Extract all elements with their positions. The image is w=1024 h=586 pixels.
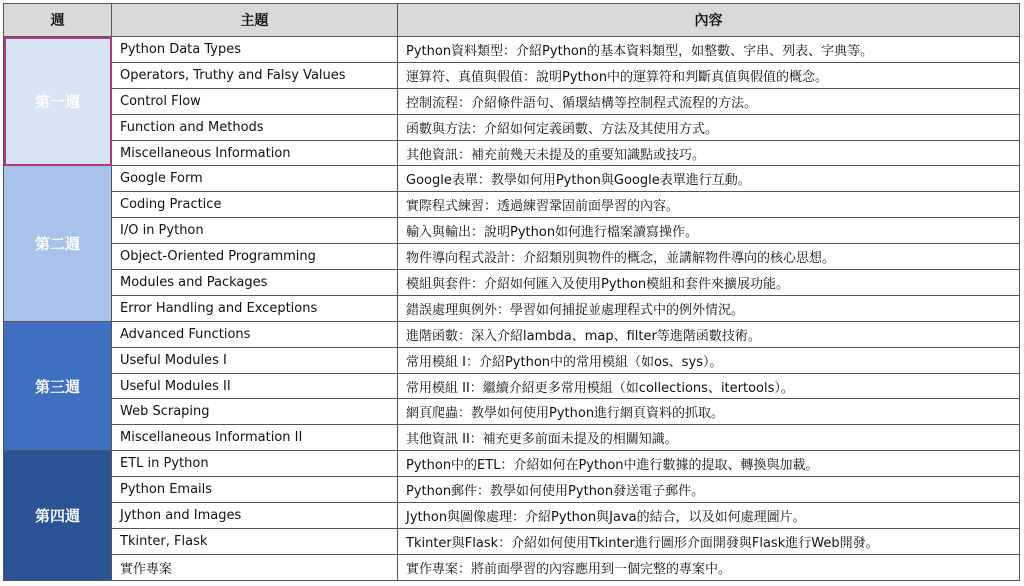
table-row [4, 270, 1020, 296]
topic-cell: Jython and Images [112, 503, 398, 529]
header-week: 週 [4, 4, 112, 37]
topic-cell: Python Data Types [112, 37, 398, 63]
content-cell: 控制流程：介紹條件語句、循環結構等控制程式流程的方法。 [398, 88, 1020, 114]
content-cell: Python資料類型：介紹Python的基本資料類型，如整數、字串、列表、字典等。 [398, 37, 1020, 63]
table-row [4, 88, 1020, 114]
topic-cell: Control Flow [112, 88, 398, 114]
table-row [4, 244, 1020, 270]
content-cell: 函數與方法：介紹如何定義函數、方法及其使用方式。 [398, 114, 1020, 140]
content-cell: 實際程式練習：透過練習鞏固前面學習的內容。 [398, 192, 1020, 218]
content-cell: 其他資訊 II：補充更多前面未提及的相關知識。 [398, 425, 1020, 451]
content-cell: 進階函數：深入介紹lambda、map、filter等進階函數技術。 [398, 321, 1020, 347]
table-row [4, 373, 1020, 399]
table-row [4, 347, 1020, 373]
table-row [4, 321, 1020, 347]
table-row [4, 166, 1020, 192]
topic-cell: Useful Modules I [112, 347, 398, 373]
content-cell: 常用模組 I：介紹Python中的常用模組（如os、sys）。 [398, 347, 1020, 373]
topic-cell: Error Handling and Exceptions [112, 295, 398, 321]
table-row [4, 114, 1020, 140]
topic-cell: Google Form [112, 166, 398, 192]
topic-cell: Object-Oriented Programming [112, 244, 398, 270]
topic-cell: Miscellaneous Information II [112, 425, 398, 451]
content-cell: Python郵件：教學如何使用Python發送電子郵件。 [398, 477, 1020, 503]
content-cell: Google表單：教學如何用Python與Google表單進行互動。 [398, 166, 1020, 192]
table-row [4, 528, 1020, 554]
header-content: 內容 [398, 4, 1020, 37]
topic-cell: Useful Modules II [112, 373, 398, 399]
content-cell: Jython與圖像處理：介紹Python與Java的結合，以及如何處理圖片。 [398, 503, 1020, 529]
table-row [4, 62, 1020, 88]
table-row [4, 477, 1020, 503]
content-cell: 模組與套件：介紹如何匯入及使用Python模組和套件來擴展功能。 [398, 270, 1020, 296]
topic-cell: I/O in Python [112, 218, 398, 244]
table-row [4, 425, 1020, 451]
topic-cell: Python Emails [112, 477, 398, 503]
topic-cell: ETL in Python [112, 451, 398, 477]
week-label: 第四週 [4, 451, 112, 580]
table-row [4, 218, 1020, 244]
topic-cell: Miscellaneous Information [112, 140, 398, 166]
topic-cell: Function and Methods [112, 114, 398, 140]
content-cell: 運算符、真值與假值：說明Python中的運算符和判斷真值與假值的概念。 [398, 62, 1020, 88]
content-cell: Tkinter與Flask：介紹如何使用Tkinter進行圖形介面開發與Flask進行Web開發。 [398, 528, 1020, 554]
table-row [4, 192, 1020, 218]
table-row [4, 295, 1020, 321]
table-row [4, 37, 1020, 63]
week-label: 第二週 [4, 166, 112, 321]
content-cell: 實作專案：將前面學習的內容應用到一個完整的專案中。 [398, 554, 1020, 580]
content-cell: 輸入與輸出：說明Python如何進行檔案讀寫操作。 [398, 218, 1020, 244]
week-label: 第一週 [4, 37, 112, 166]
header-row [4, 4, 1020, 37]
topic-cell: Advanced Functions [112, 321, 398, 347]
table-row [4, 554, 1020, 580]
table-row [4, 451, 1020, 477]
content-cell: Python中的ETL：介紹如何在Python中進行數據的提取、轉換與加載。 [398, 451, 1020, 477]
table-row [4, 503, 1020, 529]
topic-cell: Tkinter, Flask [112, 528, 398, 554]
topic-cell: 實作專案 [112, 554, 398, 580]
header-topic: 主題 [112, 4, 398, 37]
content-cell: 錯誤處理與例外：學習如何捕捉並處理程式中的例外情況。 [398, 295, 1020, 321]
schedule-table [3, 3, 1020, 581]
schedule-body [4, 37, 1020, 581]
topic-cell: Operators, Truthy and Falsy Values [112, 62, 398, 88]
schedule-table-wrapper [3, 3, 1020, 581]
week-label: 第三週 [4, 321, 112, 450]
table-row [4, 399, 1020, 425]
topic-cell: Coding Practice [112, 192, 398, 218]
table-row [4, 140, 1020, 166]
topic-cell: Web Scraping [112, 399, 398, 425]
content-cell: 物件導向程式設計：介紹類別與物件的概念，並講解物件導向的核心思想。 [398, 244, 1020, 270]
content-cell: 常用模組 II：繼續介紹更多常用模組（如collections、itertools）。 [398, 373, 1020, 399]
content-cell: 網頁爬蟲：教學如何使用Python進行網頁資料的抓取。 [398, 399, 1020, 425]
content-cell: 其他資訊：補充前幾天未提及的重要知識點或技巧。 [398, 140, 1020, 166]
topic-cell: Modules and Packages [112, 270, 398, 296]
